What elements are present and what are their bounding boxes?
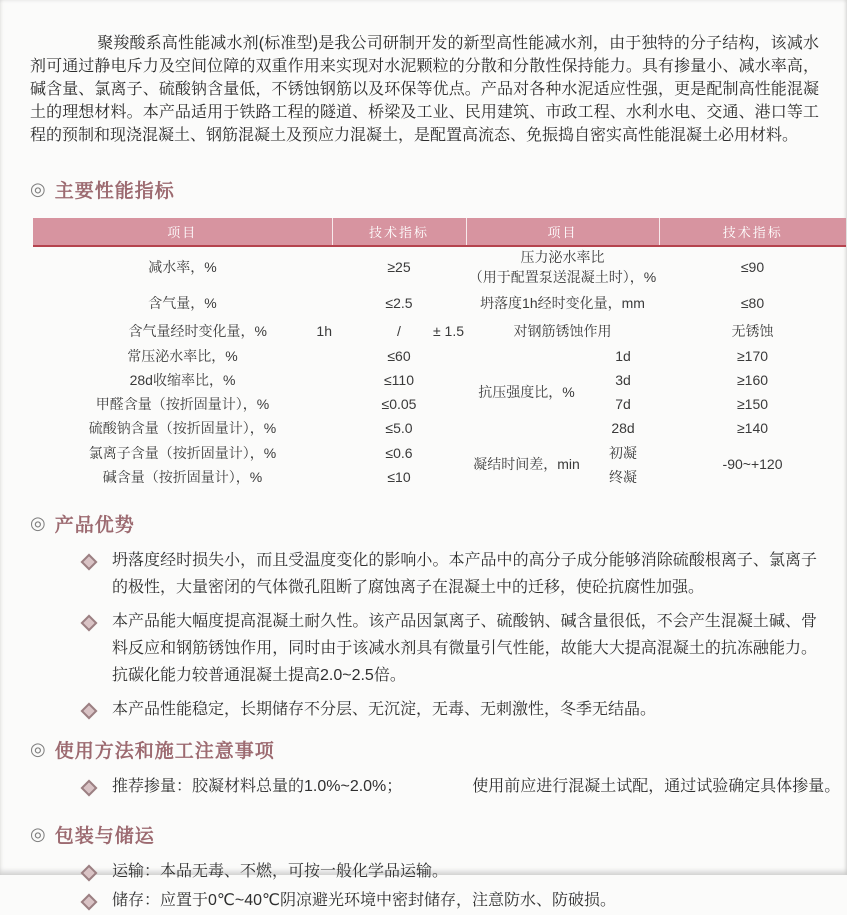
cell-shrinkage-value: ≤110	[383, 371, 414, 388]
air-change-slash: /	[397, 322, 401, 339]
performance-table	[33, 218, 846, 489]
diamond-bullet-icon	[81, 893, 98, 910]
list-item	[83, 858, 817, 886]
cell-compressive-strength-group: 抗压强度比，%	[478, 383, 575, 400]
section-heading-usage	[30, 736, 819, 763]
cell-pressure-bleeding-label	[466, 246, 659, 288]
section-title-advantages: 产品优势	[54, 514, 135, 536]
cell-slump-change-label: 坍落度1h经时变化量，mm	[480, 294, 645, 311]
packaging-transport-text: 运输：本品无毒、不燃，可按一般化学品运输。	[112, 862, 449, 880]
cell-age-1d-value: ≥170	[736, 347, 769, 364]
pressure-bleeding-line2: （用于配置泵送混凝土时），%	[468, 269, 657, 286]
air-change-plusminus: ± 1.5	[432, 322, 464, 339]
packaging-storage-text: 储存：应置于0℃~40℃阴凉避光环境中密封储存，注意防水、防破损。	[112, 891, 616, 909]
table-row	[33, 416, 846, 440]
list-item	[83, 773, 841, 800]
cell-pressure-bleeding-value: ≤90	[740, 259, 765, 276]
cell-formaldehyde-label: 甲醛含量（按折固量计），%	[95, 395, 270, 412]
cell-sodium-sulfate-value: ≤5.0	[385, 419, 413, 436]
packaging-list	[30, 858, 819, 915]
diamond-bullet-icon	[81, 553, 98, 570]
advantage-text-1: 坍落度经时损失小，而且受温度变化的影响小。本产品中的高分子成分能够消除硫酸根离子、氯离子的极性，大量密闭的气体微孔阻断了腐蚀离子在混凝土中的迁移，使砼抗腐性加强。	[112, 551, 817, 596]
cell-air-content-value: ≤2.5	[385, 294, 413, 311]
section-title-usage: 使用方法和施工注意事项	[54, 740, 275, 762]
cell-air-change-value	[332, 318, 466, 344]
diamond-bullet-icon	[81, 702, 98, 719]
cell-initial-setting: 初凝	[609, 444, 637, 461]
list-item	[83, 887, 817, 915]
list-item	[83, 696, 817, 723]
cell-formaldehyde-value: ≤0.05	[381, 395, 417, 412]
cell-bleeding-ratio-label: 常压泌水率比，%	[127, 347, 238, 364]
cell-setting-time-value: -90~+120	[722, 456, 783, 472]
cell-air-change-label	[33, 318, 332, 344]
usage-list	[30, 773, 841, 800]
air-change-sub-1h: 1h	[316, 322, 332, 339]
diamond-bullet-icon	[81, 614, 98, 631]
advantages-list	[30, 547, 819, 723]
cell-final-setting: 终凝	[609, 469, 637, 485]
table-row	[33, 368, 846, 392]
cell-alkali-label: 碱含量（按折固量计），%	[102, 469, 263, 485]
advantage-text-3: 本产品性能稳定，长期储存不分层、无沉淀，无毒、无刺激性，冬季无结晶。	[112, 700, 657, 718]
cell-rebar-corrosion-value: 无锈蚀	[731, 322, 774, 339]
usage-text	[112, 773, 840, 800]
table-row	[33, 246, 846, 288]
usage-dosage: 推荐掺量：胶凝材料总量的1.0%~2.0%；	[112, 777, 403, 795]
section-heading-packaging	[30, 821, 819, 848]
cell-setting-time-group: 凝结时间差，min	[473, 456, 580, 472]
cell-shrinkage-label: 28d收缩率比，%	[129, 371, 236, 388]
cell-water-reduction-label: 减水率，%	[148, 259, 217, 276]
air-change-label-text: 含气量经时变化量，%	[128, 322, 267, 339]
cell-rebar-corrosion-label: 对钢筋锈蚀作用	[513, 322, 612, 339]
table-row	[33, 288, 846, 318]
cell-air-content-label: 含气量，%	[148, 294, 217, 311]
header-spec-right: 技术指标	[659, 218, 846, 246]
list-item	[83, 547, 817, 601]
diamond-bullet-icon	[81, 779, 98, 796]
section-heading-advantages	[30, 510, 819, 537]
header-spec-left: 技术指标	[332, 218, 466, 246]
cell-alkali-value: ≤10	[387, 469, 411, 485]
cell-age-1d: 1d	[615, 347, 631, 364]
cell-age-7d: 7d	[615, 395, 631, 412]
cell-sodium-sulfate-label: 硫酸钠含量（按折固量计），%	[88, 419, 277, 436]
header-item-right: 项目	[466, 218, 659, 246]
cell-age-28d: 28d	[611, 419, 635, 436]
table-row	[33, 318, 846, 344]
diamond-bullet-icon	[81, 864, 98, 881]
cell-slump-change-value: ≤80	[740, 294, 765, 311]
cell-chloride-value: ≤0.6	[385, 444, 413, 461]
cell-bleeding-ratio-value: ≤60	[387, 347, 411, 364]
cell-water-reduction-value: ≥25	[387, 259, 411, 276]
list-item	[83, 608, 817, 689]
bullseye-marker-icon: ◎	[30, 179, 46, 199]
section-title-performance: 主要性能指标	[54, 181, 175, 202]
cell-chloride-label: 氯离子含量（按折固量计），%	[88, 444, 277, 461]
bullseye-marker-icon: ◎	[30, 738, 46, 759]
table-row	[33, 344, 846, 368]
table-row	[33, 392, 846, 416]
section-title-packaging: 包装与储运	[54, 825, 155, 847]
bullseye-marker-icon: ◎	[30, 823, 46, 844]
table-header-row	[33, 218, 846, 246]
intro-paragraph: 聚羧酸系高性能减水剂(标准型)是我公司研制开发的新型高性能减水剂，由于独特的分子结构，该减水剂可通过静电斥力及空间位障的双重作用来实现对水泥颗粒的分散和分散性保持能力。具有掺量小、减水率高，碱含量、氯离子、硫酸钠含量低，不锈蚀钢筋以及环保等优点。产品对各种水泥适应性强，更是配制高性能混凝土的理想材料。本产品适用于铁路工程的隧道、桥梁及工业、民用建筑、市政工程、水利水电、交通、港口等工程的预制和现浇混凝土、钢筋混凝土及预应力混凝土，是配置高流态、免振捣自密实高性能混凝土必用材料。	[30, 35, 819, 144]
bullseye-marker-icon: ◎	[30, 512, 46, 533]
section-heading-performance	[30, 176, 819, 203]
header-item-left: 项目	[33, 218, 332, 246]
pressure-bleeding-line1: 压力泌水率比	[520, 249, 605, 265]
cell-age-3d: 3d	[615, 371, 631, 388]
usage-note: 使用前应进行混凝土试配，通过试验确定具体掺量。	[472, 777, 841, 795]
table-row	[33, 440, 846, 466]
cell-age-28d-value: ≥140	[736, 419, 769, 436]
advantage-text-2: 本产品能大幅度提高混凝土耐久性。该产品因氯离子、硫酸钠、碱含量很低，不会产生混凝土碱、骨料反应和钢筋锈蚀作用，同时由于该减水剂具有微量引气性能，故能大大提高混凝土的抗冻融能力。抗碳化能力较普通混凝土提高2.0~2.5倍。	[112, 612, 817, 684]
cell-age-3d-value: ≥160	[736, 371, 769, 388]
cell-age-7d-value: ≥150	[736, 395, 769, 412]
